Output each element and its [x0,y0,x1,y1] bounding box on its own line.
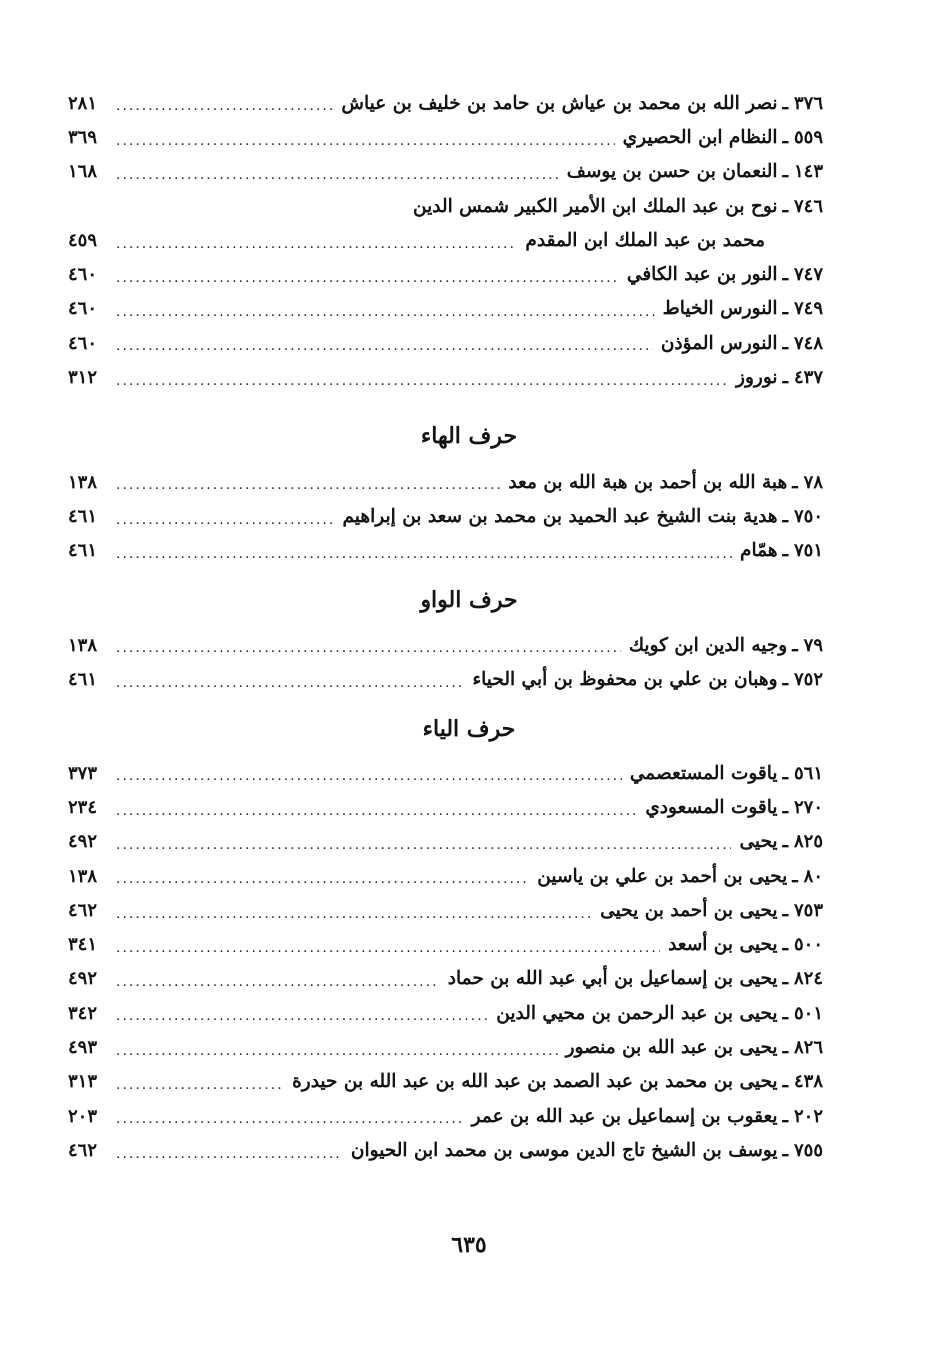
entry-number: ٧٥٢ [793,668,823,690]
entry-page-number: ٤٦٠ [68,332,98,354]
entry-page-number: ٤٦١ [68,505,98,527]
dot-leader [116,1072,284,1092]
index-entry [68,662,823,696]
entry-number: ٧٤٦ [793,195,823,217]
entry-dash: ـ [782,831,788,853]
entry-page-number: ١٣٨ [68,634,98,656]
index-entry [68,360,823,394]
entry-page-number: ١٣٨ [68,471,98,493]
entry-dash: ـ [782,934,788,956]
index-entry [68,790,823,824]
entry-name: هدية بنت الشيخ عبد الحميد بن محمد بن سعد بن إبراهيم [342,505,778,527]
entry-name: نوروز [736,367,778,389]
entry-page-number: ٤٦٢ [68,1139,98,1161]
entry-page-number: ٢٠٣ [68,1105,98,1127]
entry-dash: ـ [782,332,788,354]
entry-number: ٧٩ [803,634,823,656]
index-entry [68,628,823,662]
entry-number: ٧٤٨ [793,332,823,354]
entry-name: يحيى بن أحمد بن علي بن ياسين [537,865,788,887]
entry-page-number: ١٦٨ [68,161,98,183]
entry-dash: ـ [782,126,788,148]
entry-dash: ـ [792,865,798,887]
entry-name: يحيى بن عبد الرحمن بن محيي الدين [496,1002,778,1024]
entry-name: يحيى بن أسعد [668,934,778,956]
index-entry [68,1065,823,1099]
dot-leader [116,669,464,689]
entry-name: نوح بن عبد الملك ابن الأمير الكبير شمس الدين [413,195,778,217]
section-heading-waw: حرف الواو [420,587,518,613]
index-entry [68,859,823,893]
entry-page-number: ٤٩٣ [68,1037,98,1059]
entry-dash: ـ [782,1139,788,1161]
entry-name: همّام [740,540,778,562]
entry-page-number: ٤٦٠ [68,264,98,286]
entry-name: نصر الله بن محمد بن عياش بن حامد بن خليف بن عياش [341,92,778,114]
entry-number: ٥٠١ [793,1002,823,1024]
entry-dash: ـ [782,92,788,114]
index-entry [68,1030,823,1064]
index-entry [68,499,823,533]
index-entry [68,756,823,790]
dot-leader [116,541,732,561]
entry-dash: ـ [782,505,788,527]
index-entry [68,996,823,1030]
entry-number: ٧٨ [803,471,823,493]
entry-number: ٧٥٥ [793,1139,823,1161]
dot-leader [116,969,440,989]
entry-number: ٧٥٠ [793,505,823,527]
dot-leader [116,230,517,250]
index-entry [68,534,823,568]
entry-number: ٢٠٢ [793,1105,823,1127]
dot-leader [116,1003,488,1023]
entry-page-number: ٢٣٤ [68,796,98,818]
index-group-ya [68,756,823,1168]
entry-number: ٤٣٧ [793,367,823,389]
dot-leader [116,934,660,954]
entry-name: النورس المؤذن [660,332,778,354]
index-entry [68,120,823,154]
entry-number: ٧٥١ [793,540,823,562]
entry-number: ٧٥٣ [793,899,823,921]
entry-page-number: ٤٩٢ [68,968,98,990]
entry-dash: ـ [782,540,788,562]
index-entry [68,465,823,499]
entry-dash: ـ [782,1105,788,1127]
index-entry [68,155,823,189]
dot-leader [116,472,500,492]
entry-page-number: ٣٤٢ [68,1002,98,1024]
dot-leader [116,127,615,147]
index-entry [68,1133,823,1167]
entry-dash: ـ [782,668,788,690]
entry-page-number: ٣١٣ [68,1071,98,1093]
entry-page-number: ٢٨١ [68,92,98,114]
entry-name: وجيه الدين ابن كويك [628,634,788,656]
dot-leader [116,866,529,886]
entry-number: ٨٢٥ [793,831,823,853]
entry-dash: ـ [792,471,798,493]
entry-number: ٥٦١ [793,762,823,784]
entry-name: يحيى بن أحمد بن يحيى [600,899,778,921]
entry-dash: ـ [782,1071,788,1093]
entry-page-number: ٣٤١ [68,934,98,956]
dot-leader [116,797,637,817]
entry-number: ٥٥٩ [793,126,823,148]
index-entry [68,86,823,120]
entry-name: ياقوت المسعودي [645,796,778,818]
dot-leader [116,763,622,783]
entry-dash: ـ [782,899,788,921]
entry-name: النظام ابن الحصيري [622,126,778,148]
entry-dash: ـ [782,367,788,389]
entry-page-number: ٤٦٢ [68,899,98,921]
entry-number: ٤٣٨ [793,1071,823,1093]
entry-dash: ـ [782,796,788,818]
dot-leader [116,1140,343,1160]
entry-number: ٥٠٠ [793,934,823,956]
entry-dash: ـ [782,1002,788,1024]
index-entry [68,189,823,223]
dot-leader [116,264,619,284]
entry-number: ٧٤٧ [793,264,823,286]
index-group-ha [68,465,823,568]
entry-page-number: ٣٦٩ [68,126,98,148]
dot-leader [116,900,592,920]
index-group-nun [68,86,823,395]
entry-dash: ـ [782,195,788,217]
index-entry [68,825,823,859]
index-entry [68,893,823,927]
entry-dash: ـ [792,634,798,656]
entry-dash: ـ [782,1037,788,1059]
entry-number: ١٤٣ [793,161,823,183]
entry-page-number: ٤٩٢ [68,831,98,853]
entry-number: ٨٢٤ [793,968,823,990]
entry-page-number: ٣٧٣ [68,762,98,784]
entry-name: يحيى بن محمد بن عبد الصمد بن عبد الله بن عبد الله بن حيدرة [292,1071,778,1093]
entry-name: ياقوت المستعصمي [629,762,778,784]
dot-leader [116,635,621,655]
index-entry [68,1099,823,1133]
dot-leader [116,367,728,387]
dot-leader [116,1106,464,1126]
index-entry [68,257,823,291]
dot-leader [116,506,335,526]
index-entry [68,223,823,257]
index-entry [68,292,823,326]
entry-number: ٨٢٦ [793,1037,823,1059]
entry-dash: ـ [782,161,788,183]
entry-name: محمد بن عبد الملك ابن المقدم [525,229,765,251]
entry-page-number: ٤٥٩ [68,229,98,251]
index-entry [68,927,823,961]
entry-name: يحيى بن إسماعيل بن أبي عبد الله بن حماد [447,968,778,990]
entry-dash: ـ [782,298,788,320]
index-group-waw [68,628,823,697]
entry-number: ٣٧٦ [793,92,823,114]
entry-page-number: ٤٦١ [68,668,98,690]
section-heading-ha: حرف الهاء [420,423,518,449]
entry-name: النور بن عبد الكافي [626,264,778,286]
entry-name: النعمان بن حسن بن يوسف [566,161,778,183]
dot-leader [116,832,731,852]
entry-dash: ـ [782,264,788,286]
entry-number: ٨٠ [803,865,823,887]
entry-name: هبة الله بن أحمد بن هبة الله بن معد [508,471,788,493]
entry-number: ٧٤٩ [793,298,823,320]
entry-dash: ـ [782,968,788,990]
entry-name: يعقوب بن إسماعيل بن عبد الله بن عمر [471,1105,778,1127]
entry-name: يحيى بن عبد الله بن منصور [565,1037,778,1059]
dot-leader [116,162,559,182]
entry-page-number: ٣١٢ [68,367,98,389]
page-number: ٦٣٥ [451,1232,487,1258]
entry-name: النورس الخياط [662,298,778,320]
entry-number: ٢٧٠ [793,796,823,818]
entry-page-number: ٤٦١ [68,540,98,562]
dot-leader [116,333,653,353]
entry-page-number: ١٣٨ [68,865,98,887]
dot-leader [116,93,333,113]
dot-leader [116,299,655,319]
entry-page-number: ٤٦٠ [68,298,98,320]
index-entry [68,326,823,360]
entry-name: يحيى [739,831,778,853]
entry-name: يوسف بن الشيخ تاج الدين موسى بن محمد ابن الحيوان [350,1139,778,1161]
entry-dash: ـ [782,762,788,784]
index-entry [68,962,823,996]
section-heading-ya: حرف الياء [422,716,516,742]
entry-name: وهبان بن علي بن محفوظ بن أبي الحياء [472,668,778,690]
dot-leader [116,1037,558,1057]
